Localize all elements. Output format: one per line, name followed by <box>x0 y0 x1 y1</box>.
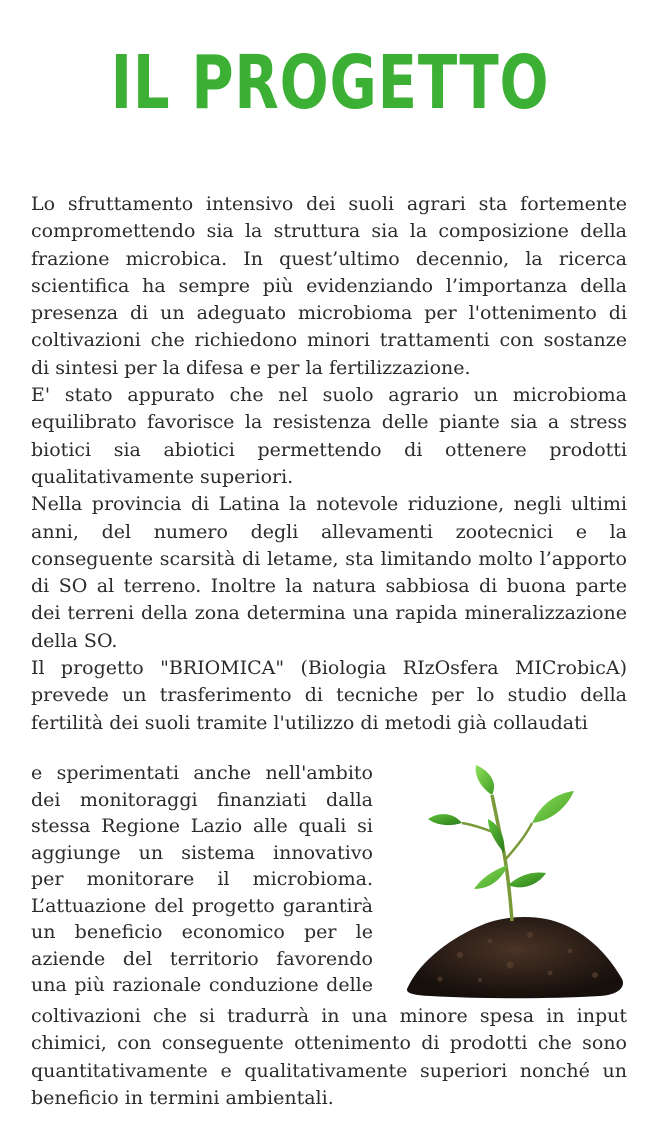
intro-text-block <box>31 191 627 737</box>
paragraph-closing: coltivazioni che si tradurrà in una minore spesa in input chimici, con conseguente ottenimento di prodotti che sono quantitativamente e qualitativamente superiori nonché un beneficio in termini ambientali. <box>31 1005 627 1109</box>
wrapped-line: dei monitoraggi finanziati dalla <box>31 788 373 811</box>
wrapped-line: una più razionale conduzione delle <box>31 974 373 996</box>
wrapped-line: stessa Regione Lazio alle quali si <box>31 815 373 837</box>
wrapped-line: per monitorare il microbioma. <box>31 868 373 890</box>
closing-text-block <box>31 1003 627 1112</box>
wrapped-line: e sperimentati anche nell'ambito <box>31 762 373 784</box>
paragraph-latina-province: Nella provincia di Latina la notevole riduzione, negli ultimi anni, del numero degli allevamenti zootecnici e la conseguente scarsità di letame, sta limitando molto l’apporto di SO al terreno. Inoltre la natura sabbiosa di buona parte dei terreni della zona determina una rapida mineralizzazione della SO. <box>31 493 627 652</box>
paragraph-soil-exploitation: Lo sfruttamento intensivo dei suoli agrari sta fortemente compromettendo sia la struttura sia la composizione della frazione microbica. In quest’ultimo decennio, la ricerca scientifica ha sempre più evidenziando l’importanza della presenza di un adeguato microbioma per l'ottenimento di coltivazioni che richiedono minori trattamenti con sostanze di sintesi per la difesa e per la fertilizzazione. <box>31 193 627 379</box>
wrapped-text-column <box>31 760 373 999</box>
wrapped-line: L’attuazione del progetto garantirà <box>31 894 373 917</box>
wrapped-line: un beneficio economico per le <box>31 921 373 943</box>
wrapped-line: aziende del territorio favorendo <box>31 947 373 970</box>
wrapped-line: aggiunge un sistema innovativo <box>31 841 373 864</box>
page-title: IL PROGETTO <box>110 40 550 126</box>
paragraph-microbiome-balance: E' stato appurato che nel suolo agrario un microbioma equilibrato favorisce la resistenza delle piante sia a stress biotici sia abiotici permettendo di ottenere prodotti qualitativamente superiori. <box>31 384 627 488</box>
paragraph-briomica-project: Il progetto "BRIOMICA" (Biologia RIzOsfera MICrobicA) prevede un trasferimento di tecniche per lo studio della fertilità dei suoli tramite l'utilizzo di metodi già collaudati <box>31 657 627 734</box>
seedling-in-soil-icon <box>400 765 632 1001</box>
